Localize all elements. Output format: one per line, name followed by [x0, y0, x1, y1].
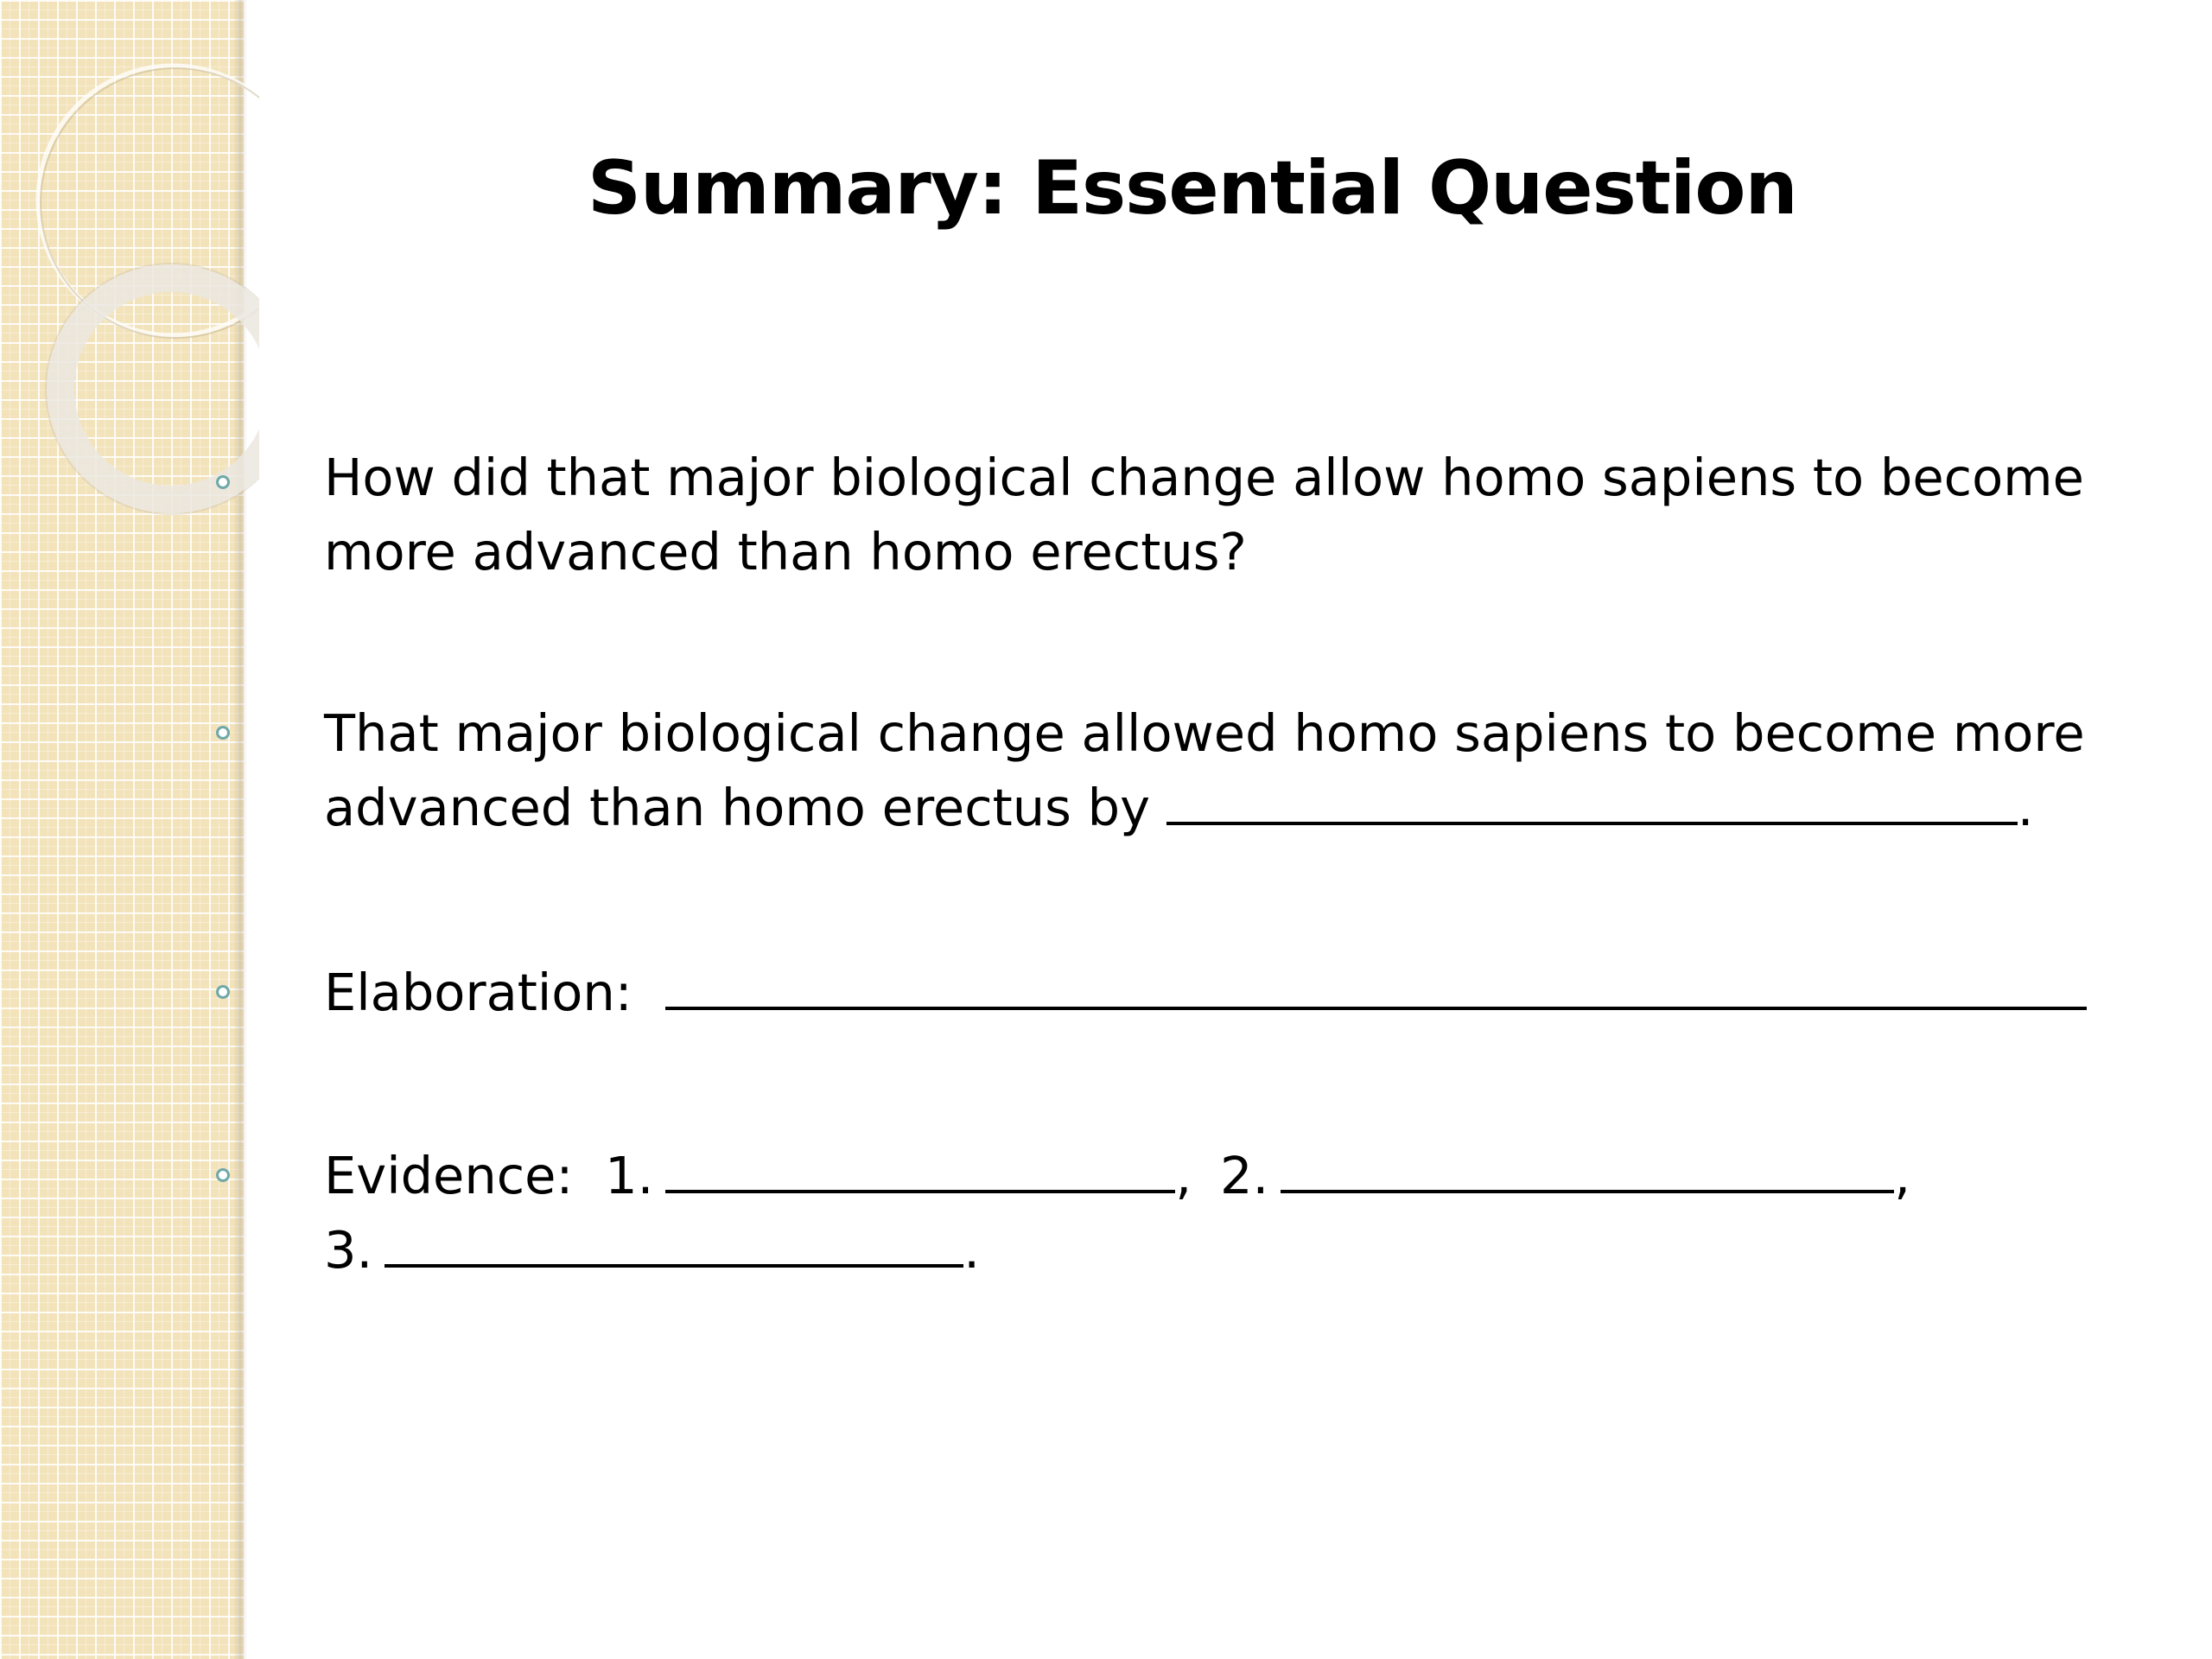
question-line-2: more advanced than homo erectus? — [324, 522, 1247, 582]
elaboration-paragraph — [324, 956, 2087, 1030]
elaboration-blank[interactable] — [665, 958, 2087, 1010]
answer-line-1: That major biological change allowed homo sapiens to become more — [324, 703, 2085, 763]
decorative-rings — [0, 0, 259, 553]
question-line-1: How did that major biological change allow homo sapiens to become — [324, 448, 2084, 507]
bullet-icon — [216, 475, 230, 489]
page-title: Summary: Essential Question — [588, 145, 1797, 232]
answer-blank[interactable] — [1166, 773, 2018, 825]
small-ring — [60, 278, 259, 499]
evidence-number-1: 1. — [605, 1146, 654, 1205]
bullet-icon — [216, 1168, 230, 1182]
evidence-label: Evidence: — [324, 1146, 574, 1205]
bullet-icon — [216, 985, 230, 999]
evidence-blank-2[interactable] — [1281, 1141, 1894, 1193]
answer-paragraph — [324, 696, 2085, 845]
evidence-separator-2: , — [1894, 1146, 1911, 1205]
evidence-blank-3[interactable] — [385, 1216, 963, 1268]
evidence-number-3: 3. — [324, 1220, 373, 1280]
question-paragraph — [324, 441, 2084, 589]
answer-line-2-suffix: . — [2017, 778, 2034, 837]
bullet-icon — [216, 726, 230, 740]
evidence-end: . — [963, 1220, 981, 1280]
answer-line-2-prefix: advanced than homo erectus by — [324, 778, 1166, 837]
evidence-paragraph — [324, 1139, 1910, 1287]
evidence-separator-1: , — [1175, 1146, 1192, 1205]
evidence-number-2: 2. — [1219, 1146, 1269, 1205]
evidence-blank-1[interactable] — [665, 1141, 1175, 1193]
elaboration-label: Elaboration: — [324, 963, 632, 1022]
